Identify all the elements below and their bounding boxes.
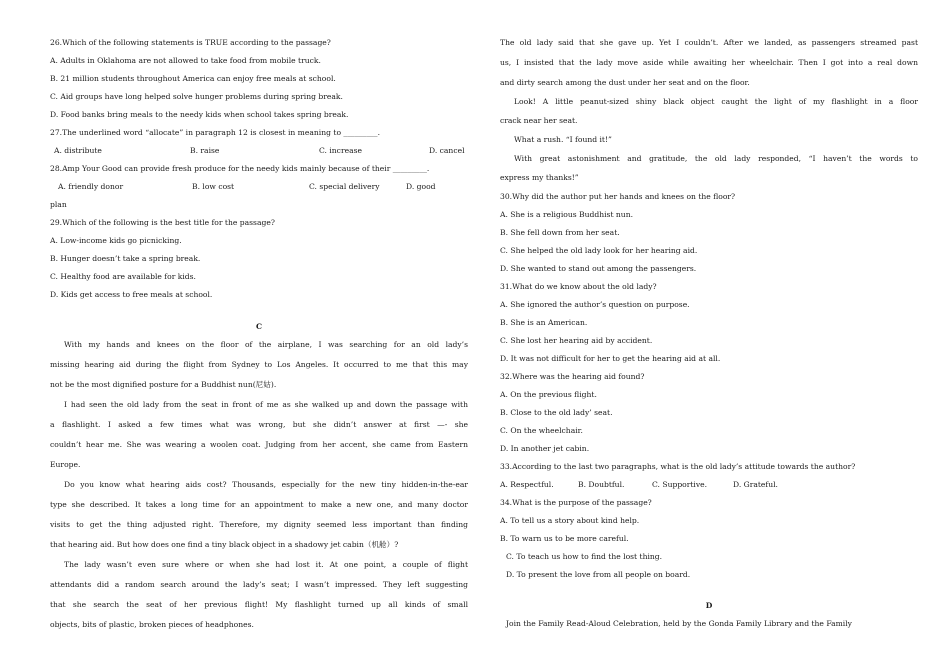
section-d-first-line: Join the Family Read-Aloud Celebration, held by the Gonda Family Library and the Family xyxy=(506,619,852,628)
q31-option-d: D. It was not difficult for her to get the hearing aid at all. xyxy=(500,354,721,363)
passage-c-line: couldn’t hear me. She was wearing a woolen coat. Judging from her accent, she came from Eastern xyxy=(50,440,468,449)
q33-option-a: A. Respectful. xyxy=(500,480,554,489)
passage-c-line: missing hearing aid during the flight from Sydney to Los Angeles. It occurred to me that this may xyxy=(50,360,468,369)
q29-option-b: B. Hunger doesn’t take a spring break. xyxy=(50,254,201,263)
passage-c-continued-line: What a rush. “I found it!” xyxy=(514,135,612,144)
passage-c-line: objects, bits of plastic, broken pieces of headphones. xyxy=(50,620,254,629)
q34-option-d: D. To present the love from all people on board. xyxy=(506,570,691,579)
q30-option-c: C. She helped the old lady look for her hearing aid. xyxy=(500,246,698,255)
question-27: 27.The underlined word “allocate” in paragraph 12 is closest in meaning to _________. xyxy=(50,128,381,137)
q28-continuation: plan xyxy=(50,200,67,209)
q33-option-c: C. Supportive. xyxy=(652,480,708,489)
passage-c-continued-line: With great astonishment and gratitude, the old lady responded, “I haven’t the words to xyxy=(514,154,918,163)
passage-c-continued-line: us, I insisted that the lady move aside while awaiting her wheelchair. Then I got into a real down xyxy=(500,58,918,67)
passage-c-continued-line: Look! A little peanut-sized shiny black object caught the light of my flashlight in a floor xyxy=(514,97,918,106)
question-30: 30.Why did the author put her hands and knees on the floor? xyxy=(500,192,736,201)
q26-option-c: C. Aid groups have long helped solve hunger problems during spring break. xyxy=(50,92,343,101)
q28-option-c: C. special delivery xyxy=(309,182,380,191)
q33-option-d: D. Grateful. xyxy=(733,480,778,489)
q28-option-a: A. friendly donor xyxy=(58,182,124,191)
question-29: 29.Which of the following is the best title for the passage? xyxy=(50,218,275,227)
q27-option-c: C. increase xyxy=(319,146,362,155)
q30-option-b: B. She fell down from her seat. xyxy=(500,228,620,237)
q31-option-b: B. She is an American. xyxy=(500,318,588,327)
passage-c-continued-line: The old lady said that she gave up. Yet I couldn’t. After we landed, as passengers streamed past xyxy=(500,38,918,47)
q32-option-c: C. On the wheelchair. xyxy=(500,426,583,435)
question-32: 32.Where was the hearing aid found? xyxy=(500,372,645,381)
q29-option-a: A. Low-income kids go picnicking. xyxy=(50,236,182,245)
q29-option-c: C. Healthy food are available for kids. xyxy=(50,272,196,281)
q32-option-a: A. On the previous flight. xyxy=(500,390,597,399)
section-d-heading: D xyxy=(705,601,713,610)
q27-option-a: A. distribute xyxy=(54,146,102,155)
passage-c-line: attendants did a random search around the lady’s seat; I wasn’t impressed. They left suggesting xyxy=(50,580,468,589)
q27-option-d: D. cancel xyxy=(429,146,465,155)
q26-option-d: D. Food banks bring meals to the needy kids when school takes spring break. xyxy=(50,110,349,119)
q34-option-c: C. To teach us how to find the lost thing. xyxy=(506,552,663,561)
passage-c-line: With my hands and knees on the floor of the airplane, I was searching for an old lady’s xyxy=(64,340,468,349)
q28-option-b: B. low cost xyxy=(192,182,235,191)
q26-option-b: B. 21 million students throughout America can enjoy free meals at school. xyxy=(50,74,336,83)
passage-c-line: not be the most dignified posture for a Buddhist nun(尼姑). xyxy=(50,380,277,389)
q29-option-d: D. Kids get access to free meals at school. xyxy=(50,290,213,299)
q27-option-b: B. raise xyxy=(190,146,220,155)
passage-c-line: type she described. It takes a long time for an appointment to make a new one, and many doctor xyxy=(50,500,468,509)
question-31: 31.What do we know about the old lady? xyxy=(500,282,657,291)
question-28: 28.Amp Your Good can provide fresh produce for the needy kids mainly because of their _________. xyxy=(50,164,430,173)
passage-c-line: Europe. xyxy=(50,460,81,469)
passage-c-continued-line: crack near her seat. xyxy=(500,116,578,125)
q34-option-a: A. To tell us a story about kind help. xyxy=(500,516,640,525)
q32-option-b: B. Close to the old lady’ seat. xyxy=(500,408,613,417)
question-33: 33.According to the last two paragraphs, what is the old lady’s attitude towards the author? xyxy=(500,462,856,471)
q31-option-c: C. She lost her hearing aid by accident. xyxy=(500,336,653,345)
passage-c-line: that she search the seat of her previous flight! My flashlight turned up all kinds of small xyxy=(50,600,468,609)
passage-c-continued-line: and dirty search among the dust under her seat and on the floor. xyxy=(500,78,750,87)
passage-c-line: Do you know what hearing aids cost? Thousands, especially for the new tiny hidden-in-the-ear xyxy=(64,480,468,489)
passage-c-line: I had seen the old lady from the seat in front of me as she walked up and down the passage with xyxy=(64,400,468,409)
q30-option-d: D. She wanted to stand out among the passengers. xyxy=(500,264,697,273)
q30-option-a: A. She is a religious Buddhist nun. xyxy=(500,210,633,219)
question-34: 34.What is the purpose of the passage? xyxy=(500,498,652,507)
passage-c-continued-line: express my thanks!” xyxy=(500,173,579,182)
q33-option-b: B. Doubtful. xyxy=(578,480,625,489)
q34-option-b: B. To warn us to be more careful. xyxy=(500,534,629,543)
question-26: 26.Which of the following statements is TRUE according to the passage? xyxy=(50,38,331,47)
q32-option-d: D. In another jet cabin. xyxy=(500,444,590,453)
section-c-heading: C xyxy=(255,322,263,331)
passage-c-line: that hearing aid. But how does one find a tiny black object in a shadowy jet cabin（机舱）? xyxy=(50,540,399,549)
q26-option-a: A. Adults in Oklahoma are not allowed to take food from mobile truck. xyxy=(50,56,321,65)
passage-c-line: The lady wasn’t even sure where or when she had lost it. At one point, a couple of flight xyxy=(64,560,468,569)
q28-option-d: D. good xyxy=(406,182,436,191)
passage-c-line: visits to get the thing adjusted right. Therefore, my dignity seemed less important than finding xyxy=(50,520,468,529)
q31-option-a: A. She ignored the author’s question on purpose. xyxy=(500,300,690,309)
passage-c-line: a flashlight. I asked a few times what was wrong, but she didn’t answer at first —- she xyxy=(50,420,468,429)
